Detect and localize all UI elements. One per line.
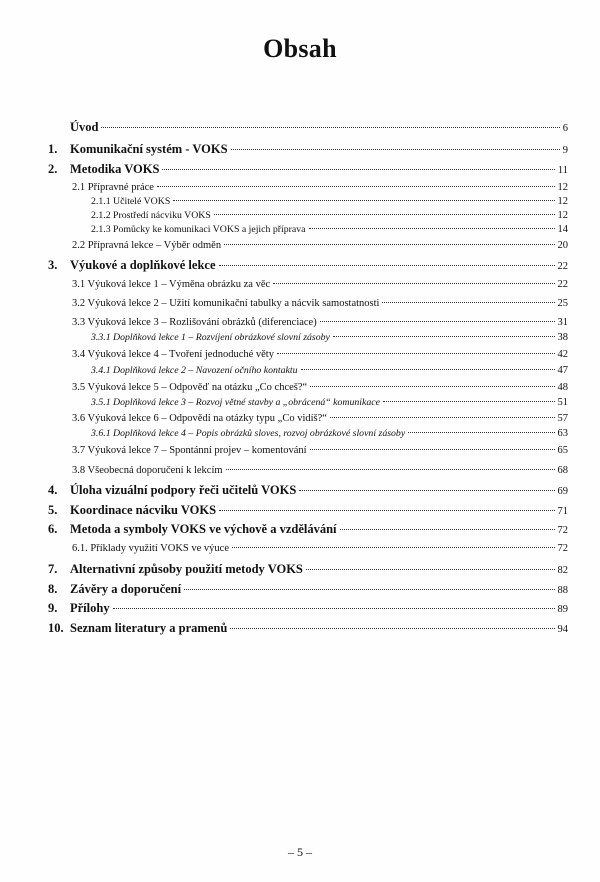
toc-entry-page: 12 [557,196,568,207]
toc-entry [72,542,568,556]
toc-entry-label: 3.6 Výuková lekce 6 – Odpovědi na otázky typu „Co vidíš?“ [72,413,327,424]
toc-entry [72,181,568,195]
dot-leader [320,321,555,322]
dot-leader [330,417,555,418]
toc-entry-label: 2.1.1 Učitelé VOKS [91,196,171,207]
toc-entry-page: 63 [557,428,568,439]
toc-entry-label: Úloha vizuální podpory řeči učitelů VOKS [70,483,297,497]
dot-leader [340,529,555,530]
toc-entry [91,223,568,237]
toc-entry-label: 3.5.1 Doplňková lekce 3 – Rozvoj větné stavby a „obrácená“ komunikace [91,397,380,408]
toc-entry-label: 3.6.1 Doplňková lekce 4 – Popis obrázků sloves, rozvoj obrázkové slovní zásoby [91,428,406,439]
toc-entry-label: Alternativní způsoby použití metody VOKS [70,562,303,576]
toc-entry-page: 72 [557,543,568,554]
dot-leader [173,200,554,201]
dot-leader [277,353,555,354]
toc-entry-page: 12 [557,182,568,193]
dot-leader [113,608,555,609]
toc-entry [91,396,568,410]
dot-leader [101,127,559,128]
toc-entry-page: 72 [557,525,568,536]
toc-entry [91,364,568,378]
dot-leader [226,469,555,470]
toc-entry [72,464,568,478]
toc-entry-page: 82 [557,565,568,576]
toc-entry-number: 6. [48,522,58,536]
toc-entry-page: 68 [557,465,568,476]
dot-leader [214,214,555,215]
dot-leader [224,244,554,245]
toc-entry-page: 48 [557,382,568,393]
toc-entry-page: 12 [557,210,568,221]
toc-entry-number: 3. [48,258,58,272]
toc-entry-label: Závěry a doporučení [70,582,182,596]
dot-leader [408,432,554,433]
toc-entry [48,503,568,519]
toc-entry-label: 2.1.2 Prostředí nácviku VOKS [91,210,211,221]
toc-entry-label: 6.1. Příklady využití VOKS ve výuce [72,543,229,554]
toc-entry-page: 57 [557,413,568,424]
toc-entry-label: Komunikační systém - VOKS [70,142,228,156]
toc-entry-page: 51 [557,397,568,408]
toc-entry-label: 3.3.1 Doplňková lekce 1 – Rozvíjení obrázkové slovní zásoby [91,332,330,343]
toc-entry [72,381,568,395]
dot-leader [383,401,555,402]
dot-leader [232,547,555,548]
toc-entry-page: 20 [557,240,568,251]
dot-leader [299,490,554,491]
toc-entry-number: 5. [48,503,58,517]
toc-entry-label: Metodika VOKS [70,162,160,176]
toc-entry [48,582,568,598]
dot-leader [310,386,554,387]
toc-entry [72,239,568,253]
toc-entry-label: 3.1 Výuková lekce 1 – Výměna obrázku za věc [72,279,271,290]
toc-entry-page: 89 [557,604,568,615]
toc-entry-number: 10. [48,621,64,635]
toc-entry [48,483,568,499]
toc-entry [91,195,568,209]
toc-entry [72,297,568,311]
toc-entry-label: 3.2 Výuková lekce 2 – Užití komunikační tabulky a nácvik samostatnosti [72,298,380,309]
toc-entry [72,348,568,362]
page-title: Obsah [263,34,337,63]
toc-entry-page: 94 [557,624,568,635]
toc-entry-number: 1. [48,142,58,156]
toc-entry-page: 9 [562,145,568,156]
toc-entry-page: 22 [557,261,568,272]
toc-entry-page: 25 [557,298,568,309]
toc-entry-number: 9. [48,601,58,615]
toc-entry [48,120,568,136]
toc-entry [48,522,568,538]
dot-leader [219,265,555,266]
toc-entry-label: Koordinace nácviku VOKS [70,503,217,517]
toc-entry [72,412,568,426]
dot-leader [184,589,554,590]
toc-entry-label: Výukové a doplňkové lekce [70,258,216,272]
toc-entry-page: 31 [557,317,568,328]
toc-entry-label: 2.2 Přípravná lekce – Výběr odměn [72,240,222,251]
toc-entry [72,444,568,458]
toc-entry-number: 2. [48,162,58,176]
toc-entry-label: 2.1 Přípravné práce [72,182,154,193]
dot-leader [306,569,555,570]
dot-leader [219,510,554,511]
toc-entry-label: 3.8 Všeobecná doporučení k lekcím [72,465,223,476]
toc-entry-label: Úvod [70,120,99,134]
toc-entry-page: 42 [557,349,568,360]
toc-entry [48,142,568,158]
toc-entry [72,316,568,330]
toc-entry [48,621,568,637]
toc-entry-number: 8. [48,582,58,596]
toc-entry-number: 4. [48,483,58,497]
dot-leader [231,149,560,150]
toc-entry [91,209,568,223]
toc-entry-label: 2.1.3 Pomůcky ke komunikaci VOKS a jejich příprava [91,224,306,235]
toc-entry-page: 38 [557,332,568,343]
dot-leader [333,336,555,337]
toc-entry-page: 11 [557,165,568,176]
dot-leader [230,628,554,629]
toc-entry-page: 22 [557,279,568,290]
toc-entry [91,427,568,441]
toc-entry [91,331,568,345]
dot-leader [157,186,555,187]
toc-entry [72,278,568,292]
dot-leader [310,449,555,450]
toc-entry-page: 71 [557,506,568,517]
toc-entry-label: 3.7 Výuková lekce 7 – Spontánní projev – komentování [72,445,307,456]
dot-leader [301,369,555,370]
toc-entry-page: 88 [557,585,568,596]
toc-entry [48,258,568,274]
toc-entry-label: Seznam literatury a pramenů [70,621,228,635]
toc-entry-page: 69 [557,486,568,497]
toc-entry-label: 3.4.1 Doplňková lekce 2 – Navození očního kontaktu [91,365,298,376]
toc-entry-page: 65 [557,445,568,456]
page-number: – 5 – [288,845,312,859]
toc-entry-page: 6 [562,123,568,134]
dot-leader [162,169,554,170]
dot-leader [309,228,555,229]
toc-entry [48,562,568,578]
toc-entry-label: Metoda a symboly VOKS ve výchově a vzdělávání [70,522,337,536]
toc-entry [48,601,568,617]
toc-entry-number: 7. [48,562,58,576]
dot-leader [273,283,554,284]
toc-entry-label: Přílohy [70,601,110,615]
toc-entry-label: 3.4 Výuková lekce 4 – Tvoření jednoduché věty [72,349,274,360]
toc-entry-page: 47 [557,365,568,376]
dot-leader [382,302,554,303]
toc-entry-label: 3.3 Výuková lekce 3 – Rozlišování obrázků (diferenciace) [72,317,317,328]
toc-entry [48,162,568,178]
toc-entry-label: 3.5 Výuková lekce 5 – Odpověď na otázku „Co chceš?“ [72,382,308,393]
toc-entry-page: 14 [557,224,568,235]
